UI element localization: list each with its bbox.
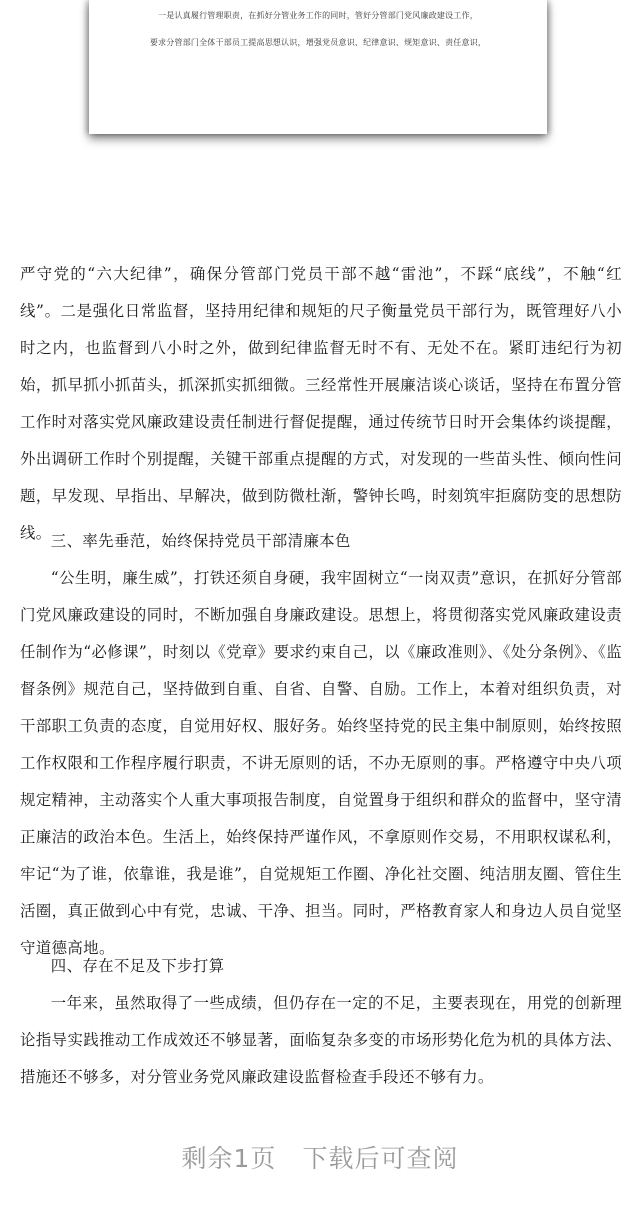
preview-page-card[interactable]: [89, 0, 547, 134]
section-heading: 三、率先垂范，始终保持党员干部清廉本色: [50, 532, 351, 550]
body-paragraph: 严守党的“六大纪律”，确保分管部门党员干部不越“雷池”，不踩“底线”，不触“红线”。二是强化日常监督，坚持用纪律和规矩的尺子衡量党员干部行为，既管理好八小时之内，也监督到八小时之外，做到纪律监督无时不有、无处不在。紧盯违纪行为初始，抓早抓小抓苗头，抓深抓实抓细微。三经常性开展廉洁谈心谈话，坚持在布置分管工作时对落实党风廉政建设责任制进行督促提醒，通过传统节日时开会集体约谈提醒，外出调研工作时个别提醒，关键干部重点提醒的方式，对发现的一些苗头性、倾向性问题，早发现、早指出、早解决，做到防微杜渐，警钟长鸣，时刻筑牢拒腐防变的思想防线。: [20, 265, 622, 542]
preview-text-line: 要求分管部门全体干部员工提高思想认识，增强党员意识、纪律意识、规矩意识、责任意识，: [149, 38, 487, 47]
body-paragraph: 一年来，虽然取得了一些成绩，但仍存在一定的不足，主要表现在，用党的创新理论指导实践推动工作成效还不够显著，面临复杂多变的市场形势化危为机的具体方法、措施还不够多，对分管业务党风廉政建设监督检查手段还不够有力。: [20, 994, 622, 1086]
preview-text-line: 一是认真履行管理职责，在抓好分管业务工作的同时，管好分管部门党风廉政建设工作，: [158, 11, 478, 20]
section-heading: 四、存在不足及下步打算: [50, 957, 225, 975]
body-paragraph: “公生明，廉生威”，打铁还须自身硬，我牢固树立“一岗双责”意识，在抓好分管部门党风廉政建设的同时，不断加强自身廉政建设。思想上，将贯彻落实党风廉政建设责任制作为“必修课”，时刻以《党章》要求约束自己，以《廉政准则》、《处分条例》、《监督条例》规范自己，坚持做到自重、自省、自警、自励。工作上，本着对组织负责，对干部职工负责的态度，自觉用好权、服好务。始终坚持党的民主集中制原则，始终按照工作权限和工作程序履行职责，不讲无原则的话，不办无原则的事。严格遵守中央八项规定精神，主动落实个人重大事项报告制度，自觉置身于组织和群众的监督中，坚守清正廉洁的政治本色。生活上，始终保持严谨作风，不拿原则作交易，不用职权谋私利，牢记“为了谁，依靠谁，我是谁”，自觉规矩工作圈、净化社交圈、纯洁朋友圈、管住生活圈，真正做到心中有党，忠诚、干净、担当。同时，严格教育家人和身边人员自觉坚守道德高地。: [20, 569, 622, 957]
remaining-pages-banner[interactable]: [0, 1139, 640, 1179]
remaining-pages-label: 剩余1页: [181, 1144, 277, 1173]
document-preview: [0, 0, 640, 178]
download-to-view-label[interactable]: 下载后可查阅: [302, 1144, 459, 1173]
